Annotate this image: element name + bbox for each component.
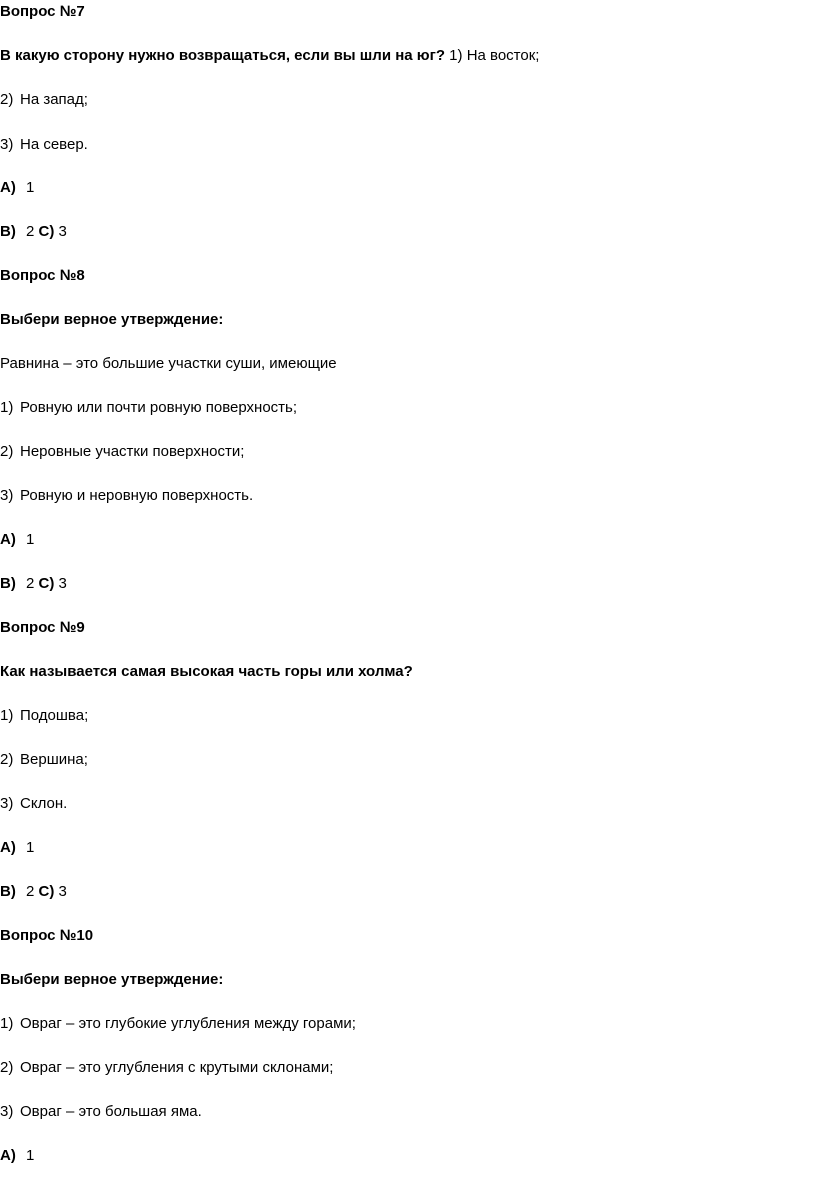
q9-answer-a-label: A) (0, 839, 16, 856)
q8-answer-b-value: 2 (26, 575, 35, 592)
q7-option-2: На запад; (20, 91, 88, 108)
q10-answer-a-label: A) (0, 1147, 16, 1164)
q9-option-3-line (0, 794, 67, 814)
q9-option-3-number: 3) (0, 795, 14, 812)
q10-option-3-number: 3) (0, 1103, 14, 1120)
q7-answer-a-value: 1 (26, 179, 35, 196)
q9-heading: Вопрос №9 (0, 619, 85, 636)
q10-option-3-line (0, 1102, 202, 1122)
q10-option-2: Овраг – это углубления с крутыми склонами; (20, 1059, 334, 1076)
q7-heading: Вопрос №7 (0, 3, 85, 20)
q10-answer-a-value: 1 (26, 1147, 35, 1164)
q9-answer-c-label: C) (38, 883, 55, 900)
q8-option-3-number: 3) (0, 487, 14, 504)
q10-option-1-number: 1) (0, 1015, 14, 1032)
q10-option-1-line (0, 1014, 356, 1034)
q7-option-3-line (0, 135, 88, 155)
q7-option-1: На восток; (466, 47, 540, 64)
q8-option-1-line (0, 398, 297, 418)
q9-answer-a-value: 1 (26, 839, 35, 856)
q8-intro: Равнина – это большие участки суши, имеющие (0, 355, 337, 372)
q7-option-2-line (0, 90, 88, 110)
q8-answer-a-line (0, 530, 34, 550)
q9-question: Как называется самая высокая часть горы или холма? (0, 663, 413, 680)
q7-answer-c-value: 3 (58, 223, 67, 240)
q7-answer-a-label: A) (0, 179, 16, 196)
q8-option-2: Неровные участки поверхности; (20, 443, 245, 460)
q7-question-line (0, 46, 539, 66)
q10-option-3: Овраг – это большая яма. (20, 1103, 202, 1120)
q9-option-1-number: 1) (0, 707, 14, 724)
q8-option-3: Ровную и неровную поверхность. (20, 487, 254, 504)
q7-answer-b-value: 2 (26, 223, 35, 240)
q10-question: Выбери верное утверждение: (0, 971, 224, 988)
q9-answer-c-value: 3 (58, 883, 67, 900)
q9-option-2-number: 2) (0, 751, 14, 768)
q8-answer-bc-line (0, 574, 67, 594)
q8-option-3-line (0, 486, 253, 506)
q7-answer-bc-line (0, 222, 67, 242)
q8-answer-a-value: 1 (26, 531, 35, 548)
q8-heading: Вопрос №8 (0, 267, 85, 284)
q8-option-1-number: 1) (0, 399, 14, 416)
q8-answer-c-value: 3 (58, 575, 67, 592)
q7-option-1-number: 1) (449, 47, 463, 64)
q10-option-2-line (0, 1058, 333, 1078)
q7-answer-b-label: B) (0, 223, 16, 240)
q10-answer-a-line (0, 1146, 34, 1166)
q9-option-1: Подошва; (20, 707, 89, 724)
q10-option-1: Овраг – это глубокие углубления между горами; (20, 1015, 356, 1032)
q9-option-3: Склон. (20, 795, 68, 812)
q9-answer-bc-line (0, 882, 67, 902)
q9-answer-b-value: 2 (26, 883, 35, 900)
q9-answer-a-line (0, 838, 34, 858)
q10-heading: Вопрос №10 (0, 927, 94, 944)
q9-option-2: Вершина; (20, 751, 88, 768)
q8-option-2-line (0, 442, 244, 462)
q8-question: Выбери верное утверждение: (0, 311, 224, 328)
q9-option-2-line (0, 750, 88, 770)
q8-option-2-number: 2) (0, 443, 14, 460)
q7-option-3: На север. (20, 136, 88, 153)
q8-answer-c-label: C) (38, 575, 55, 592)
q8-option-1: Ровную или почти ровную поверхность; (20, 399, 298, 416)
q7-option-2-number: 2) (0, 91, 14, 108)
q7-answer-c-label: C) (38, 223, 55, 240)
q8-answer-a-label: A) (0, 531, 16, 548)
q10-option-2-number: 2) (0, 1059, 14, 1076)
q9-option-1-line (0, 706, 88, 726)
q7-option-3-number: 3) (0, 136, 14, 153)
q7-answer-a-line (0, 178, 34, 198)
q9-answer-b-label: B) (0, 883, 16, 900)
q7-question: В какую сторону нужно возвращаться, если вы шли на юг? (0, 47, 445, 64)
q8-answer-b-label: B) (0, 575, 16, 592)
